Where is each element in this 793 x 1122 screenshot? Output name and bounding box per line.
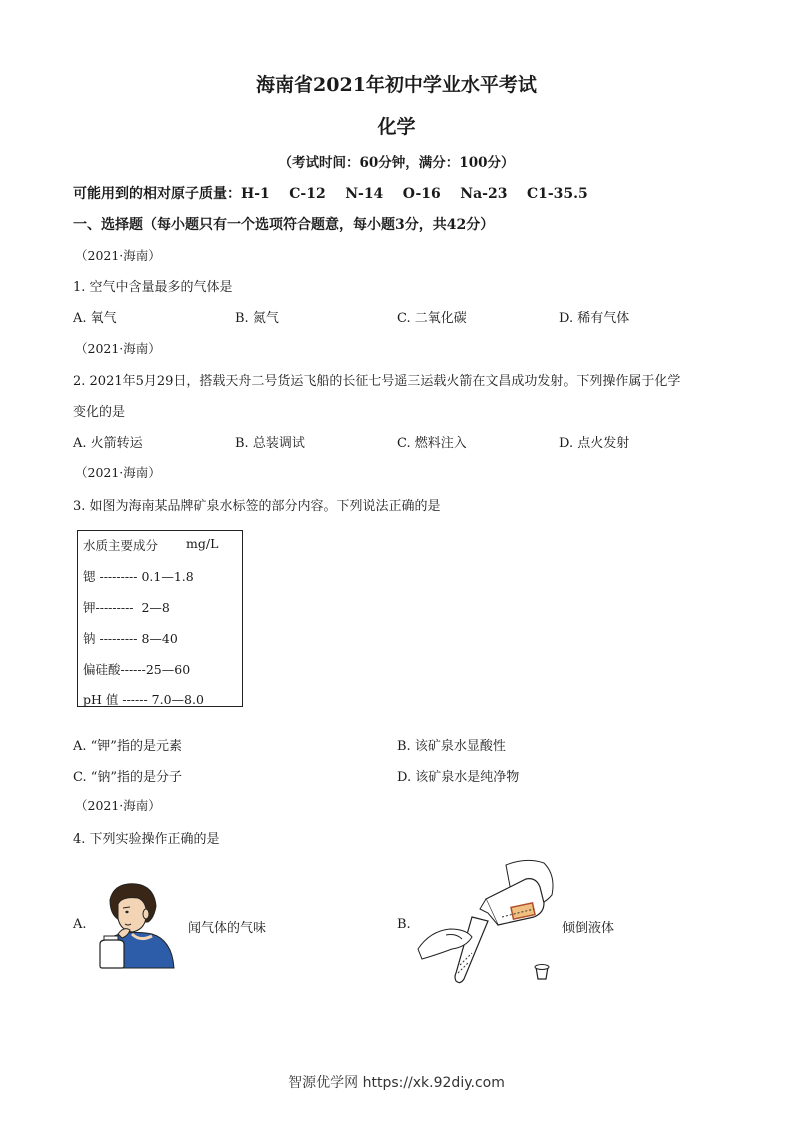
smelling-gas-illustration: [96, 878, 176, 970]
option-c: C. 燃料注入: [397, 436, 467, 451]
watermark-footer: 智源优学网 https://xk.92diy.com: [288, 1075, 505, 1091]
label-row: 钾--------- 2—8: [83, 600, 170, 615]
option-d: D. 稀有气体: [559, 311, 630, 326]
question-stem: 2. 2021年5月29日，搭载天舟二号货运飞船的长征七号遥三运载火箭在文昌成功发射。下列操作属于化学: [73, 374, 681, 389]
option-c: C. 二氧化碳: [397, 311, 467, 326]
question-stem: 4. 下列实验操作正确的是: [73, 832, 220, 847]
exam-title: 海南省2021年初中学业水平考试: [256, 74, 537, 96]
option-d: D. 点火发射: [559, 436, 630, 451]
question-stem: 3. 如图为海南某品牌矿泉水标签的部分内容。下列说法正确的是: [73, 499, 441, 514]
exam-info: （考试时间：60分钟，满分：100分）: [278, 155, 515, 171]
label-row: pH 值 ------ 7.0—8.0: [83, 692, 204, 707]
option-b-caption: 倾倒液体: [562, 921, 615, 936]
option-b-letter: B.: [397, 917, 411, 932]
label-header: 水质主要成分: [83, 538, 159, 553]
option-b: B. 总装调试: [235, 436, 305, 451]
question-stem: 1. 空气中含量最多的气体是: [73, 280, 233, 295]
question-source: （2021·海南）: [75, 248, 161, 263]
label-row: 钠 --------- 8—40: [83, 631, 178, 646]
label-row: 偏硅酸------25—60: [83, 662, 191, 677]
option-d: D. 该矿泉水是纯净物: [397, 770, 520, 785]
atomic-masses: 可能用到的相对原子质量：H-1 C-12 N-14 O-16 Na-23 C1-35.5: [73, 186, 588, 202]
option-b: B. 氮气: [235, 311, 279, 326]
section-heading: 一、选择题（每小题只有一个选项符合题意，每小题3分，共42分）: [73, 217, 495, 233]
question-source: （2021·海南）: [75, 798, 161, 813]
mineral-water-label: [77, 530, 243, 707]
label-unit: mg/L: [186, 536, 219, 551]
option-b: B. 该矿泉水显酸性: [397, 739, 506, 754]
option-a: A. 氧气: [73, 311, 117, 326]
option-c: C. “钠”指的是分子: [73, 770, 183, 785]
option-a: A. “钾”指的是元素: [73, 739, 182, 754]
label-row: 锶 --------- 0.1—1.8: [83, 569, 194, 584]
option-a-caption: 闻气体的气味: [188, 921, 267, 936]
question-stem-cont: 变化的是: [73, 405, 126, 420]
option-a-letter: A.: [73, 917, 87, 932]
question-source: （2021·海南）: [75, 341, 161, 356]
option-a: A. 火箭转运: [73, 436, 143, 451]
subject-title: 化学: [377, 116, 416, 138]
pouring-liquid-illustration: [416, 855, 558, 987]
question-source: （2021·海南）: [75, 465, 161, 480]
